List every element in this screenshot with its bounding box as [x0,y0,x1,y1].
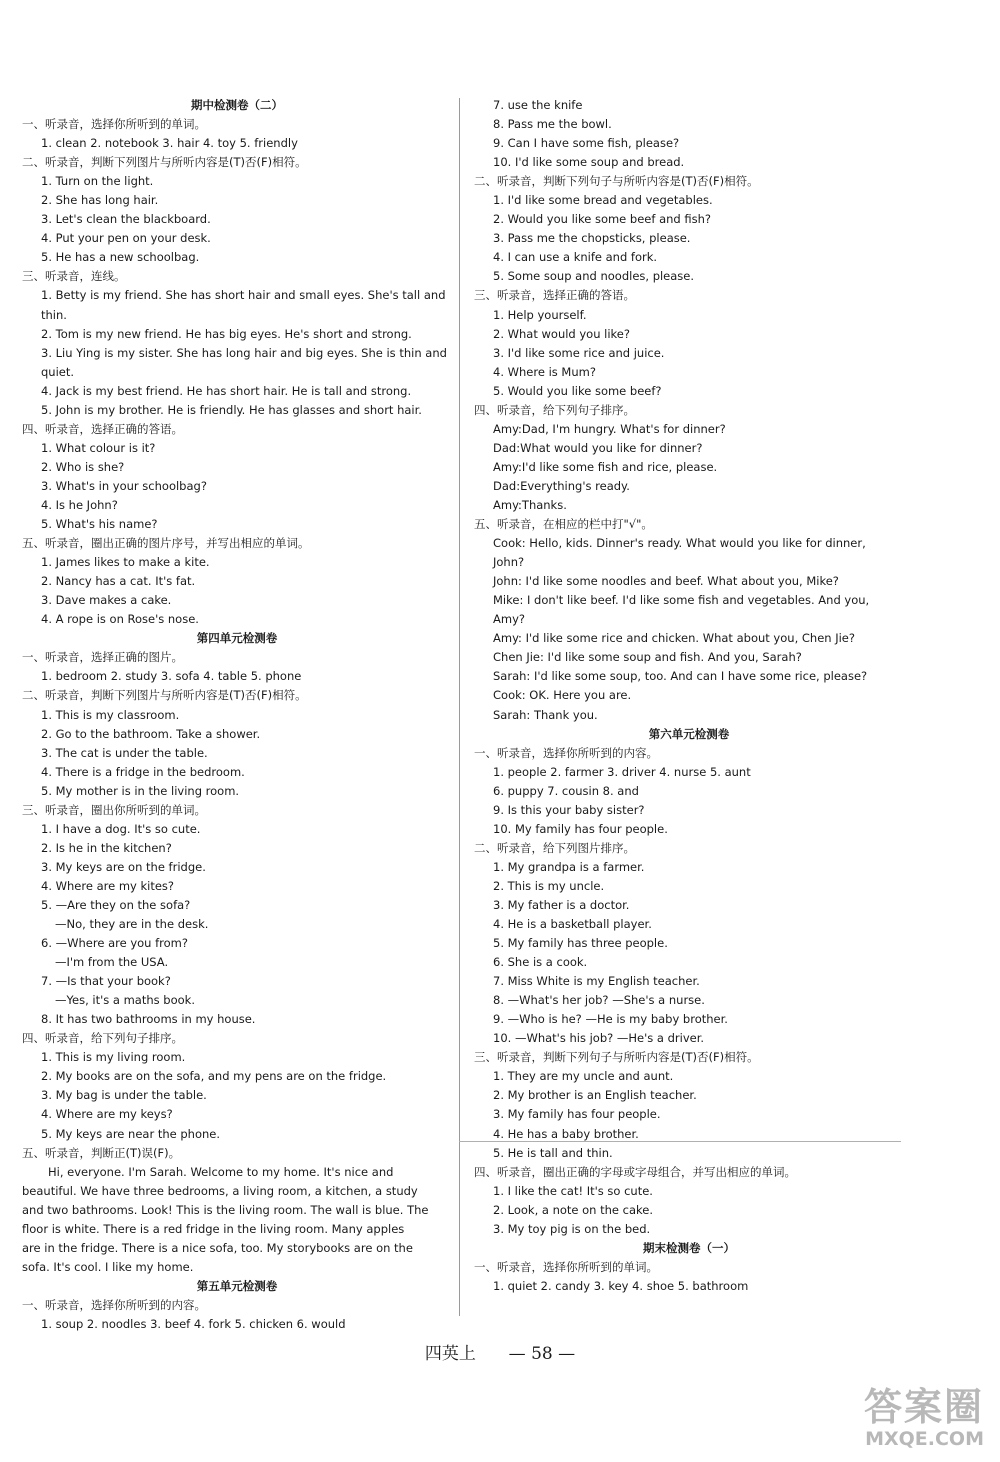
question-item-reply: —I'm from the USA. [55,955,169,970]
question-instruction: 四、听录音，给下列句子排序。 [22,1031,183,1046]
question-item: 3. The cat is under the table. [41,745,208,760]
question-item: 3. Liu Ying is my sister. She has long hair and big eyes. She is thin and [41,345,447,360]
question-item: 4. There is a fridge in the bedroom. [41,764,245,779]
section-heading: 期末检测卷（一） [643,1240,735,1255]
question-item: 1. Turn on the light. [41,174,154,189]
passage-text: Hi, everyone. I'm Sarah. Welcome to my home. It's nice and [48,1164,394,1179]
right-column [474,96,904,1296]
question-item: 3. What's in your schoolbag? [41,478,207,493]
question-item: 5. Some soup and noodles, please. [493,269,695,284]
question-item: 4. Where are my keys? [41,1107,173,1122]
question-item: 2. Who is she? [41,459,125,474]
question-item: 5. He is tall and thin. [493,1145,613,1160]
question-item: 1. soup 2. noodles 3. beef 4. fork 5. chicken 6. would [41,1317,346,1331]
question-item: 3. I'd like some rice and juice. [493,345,665,360]
question-item: 4. Put your pen on your desk. [41,231,211,246]
question-item: 4. Is he John? [41,497,118,512]
question-item: Amy:I'd like some fish and rice, please. [493,459,718,474]
question-item: 1. My grandpa is a farmer. [493,859,645,874]
footer-book-label: 四英上 [424,1344,476,1364]
question-item: 1. quiet 2. candy 3. key 4. shoe 5. bathroom [493,1278,749,1293]
question-item: 1. Betty is my friend. She has short hair and small eyes. She's tall and [41,288,446,303]
question-item: 1. This is my classroom. [41,707,180,722]
question-item: 1. This is my living room. [41,1050,186,1065]
watermark-logo-text: 答案圈 [863,1385,984,1429]
column-divider [459,98,460,1316]
question-instruction: 一、听录音，选择你所听到的单词。 [22,117,206,132]
question-item: 5. My keys are near the phone. [41,1126,221,1141]
question-item: 1. clean 2. notebook 3. hair 4. toy 5. friendly [41,136,298,151]
question-item: 3. Dave makes a cake. [41,593,172,608]
passage-text: are in the fridge. There is a nice sofa, too. My storybooks are on the [22,1240,413,1255]
question-item: Chen Jie: I'd like some soup and fish. And you, Sarah? [493,650,802,665]
question-item: 2. My books are on the sofa, and my pens are on the fridge. [41,1069,387,1084]
question-item: 1. people 2. farmer 3. driver 4. nurse 5. aunt [493,764,751,779]
question-item: 5. Would you like some beef? [493,383,662,398]
question-instruction: 一、听录音，选择正确的图片。 [22,650,183,665]
question-item: 3. My family has four people. [493,1107,661,1122]
question-item: 2. Tom is my new friend. He has big eyes. He's short and strong. [41,326,412,341]
question-item: 3. Pass me the chopsticks, please. [493,231,691,246]
question-item: Amy: I'd like some rice and chicken. What about you, Chen Jie? [493,631,855,646]
question-instruction: 四、听录音，给下列句子排序。 [474,402,635,417]
question-instruction: 三、听录音，圈出你所听到的单词。 [22,802,206,817]
question-instruction: 五、听录音，圈出正确的图片序号，并写出相应的单词。 [22,536,310,551]
question-item: John? [493,555,525,570]
question-item: 6. She is a cook. [493,955,588,970]
question-item: 4. He has a baby brother. [493,1126,639,1141]
question-item: thin. [41,307,67,322]
question-item: 3. My father is a doctor. [493,897,630,912]
question-item: 5. What's his name? [41,517,158,532]
question-item: 2. What would you like? [493,326,630,341]
question-item: 1. I'd like some bread and vegetables. [493,193,713,208]
question-item: Cook: Hello, kids. Dinner's ready. What would you like for dinner, [493,536,866,551]
question-item: John: I'd like some noodles and beef. What about you, Mike? [493,574,839,589]
question-item: Cook: OK. Here you are. [493,688,632,703]
question-item: Sarah: I'd like some soup, too. And can I have some rice, please? [493,669,868,684]
question-instruction: 二、听录音，判断下列图片与所听内容是(T)否(F)相符。 [22,155,307,170]
question-instruction: 三、听录音，连线。 [22,269,126,284]
question-item: 2. Would you like some beef and fish? [493,212,711,227]
left-column [22,96,452,1334]
question-item: 1. I like the cat! It's so cute. [493,1183,653,1198]
section-heading: 第六单元检测卷 [648,726,730,741]
question-item: 10. My family has four people. [493,821,668,836]
question-item: 5. My mother is in the living room. [41,783,240,798]
question-item: Mike: I don't like beef. I'd like some fish and vegetables. And you, [493,593,870,608]
passage-text: beautiful. We have three bedrooms, a living room, a kitchen, a study [22,1183,418,1198]
question-item-reply: —Yes, it's a maths book. [55,993,195,1008]
question-item: 10. I'd like some soup and bread. [493,155,685,170]
question-item-reply: —No, they are in the desk. [55,917,209,932]
question-item: 4. Jack is my best friend. He has short hair. He is tall and strong. [41,383,412,398]
question-item: Sarah: Thank you. [493,707,598,722]
question-item: 4. He is a basketball player. [493,917,652,932]
question-item: 3. My toy pig is on the bed. [493,1221,651,1236]
question-item: 8. Pass me the bowl. [493,117,612,132]
question-item: 9. Can I have some fish, please? [493,136,680,151]
question-item: 4. I can use a knife and fork. [493,250,658,265]
question-item: Amy:Dad, I'm hungry. What's for dinner? [493,421,726,436]
question-instruction: 三、听录音，选择正确的答语。 [474,288,635,303]
question-item: 2. Look, a note on the cake. [493,1202,654,1217]
question-item: 4. A rope is on Rose's nose. [41,612,199,627]
question-item: 5. My family has three people. [493,936,668,951]
question-item: 2. My brother is an English teacher. [493,1088,697,1103]
question-item: 2. This is my uncle. [493,878,605,893]
question-item: 4. Where are my kites? [41,878,175,893]
section-heading: 第五单元检测卷 [196,1278,278,1293]
question-item: 1. Help yourself. [493,307,587,322]
passage-text: and two bathrooms. Look! This is the living room. The wall is blue. The [22,1202,429,1217]
question-item: 9. —Who is he? —He is my baby brother. [493,1012,728,1027]
question-item: 10. —What's his job? —He's a driver. [493,1031,705,1046]
question-instruction: 五、听录音，判断正(T)误(F)。 [22,1145,181,1160]
question-item: 5. —Are they on the sofa? [41,897,191,912]
question-item: 4. Where is Mum? [493,364,596,379]
question-item: 3. My bag is under the table. [41,1088,207,1103]
question-item: 2. Go to the bathroom. Take a shower. [41,726,261,741]
question-item: 3. My keys are on the fridge. [41,859,206,874]
question-item: Dad:What would you like for dinner? [493,440,703,455]
question-item: 7. —Is that your book? [41,974,171,989]
question-instruction: 二、听录音，给下列图片排序。 [474,840,635,855]
question-item: 9. Is this your baby sister? [493,802,645,817]
question-item: 7. Miss White is my English teacher. [493,974,700,989]
question-instruction: 二、听录音，判断下列句子与所听内容是(T)否(F)相符。 [474,174,759,189]
watermark-logo [808,1386,984,1452]
section-heading: 第四单元检测卷 [196,631,278,646]
question-item: 1. They are my uncle and aunt. [493,1069,674,1084]
question-instruction: 一、听录音，选择你所听到的内容。 [22,1297,206,1312]
question-item: 1. bedroom 2. study 3. sofa 4. table 5. phone [41,669,302,684]
question-item: Amy? [493,612,525,627]
question-item: Dad:Everything's ready. [493,478,630,493]
question-instruction: 三、听录音，判断下列句子与所听内容是(T)否(F)相符。 [474,1050,759,1065]
watermark-site-text: MXQE.COM [865,1428,984,1450]
question-item: 1. I have a dog. It's so cute. [41,821,201,836]
footer-page-number: — 58 — [508,1344,576,1364]
question-instruction: 一、听录音，选择你所听到的单词。 [474,1259,658,1274]
question-item: 5. John is my brother. He is friendly. He has glasses and short hair. [41,402,422,417]
question-item: 8. —What's her job? —She's a nurse. [493,993,705,1008]
question-instruction: 五、听录音，在相应的栏中打"√"。 [474,517,653,532]
question-item: 2. Nancy has a cat. It's fat. [41,574,196,589]
section-heading: 期中检测卷（二） [191,98,283,112]
passage-text: floor is white. There is a red fridge in the living room. Many apples [22,1221,405,1236]
question-item: 5. He has a new schoolbag. [41,250,200,265]
question-item: 6. puppy 7. cousin 8. and [493,783,639,798]
question-item: 2. She has long hair. [41,193,159,208]
question-item: 2. Is he in the kitchen? [41,840,172,855]
passage-text: sofa. It's cool. I like my home. [22,1259,194,1274]
question-instruction: 一、听录音，选择你所听到的内容。 [474,745,658,760]
question-instruction: 四、听录音，圈出正确的字母或字母组合，并写出相应的单词。 [474,1164,796,1179]
question-instruction: 二、听录音，判断下列图片与所听内容是(T)否(F)相符。 [22,688,307,703]
question-item: 1. What colour is it? [41,440,156,455]
question-item: 7. use the knife [493,98,583,112]
question-instruction: 四、听录音，选择正确的答语。 [22,421,183,436]
question-item: 8. It has two bathrooms in my house. [41,1012,256,1027]
question-item: Amy:Thanks. [493,497,567,512]
question-item: 6. —Where are you from? [41,936,188,951]
page-footer [0,1339,1000,1364]
question-item: 1. James likes to make a kite. [41,555,210,570]
question-item: 3. Let's clean the blackboard. [41,212,211,227]
question-item: quiet. [41,364,75,379]
